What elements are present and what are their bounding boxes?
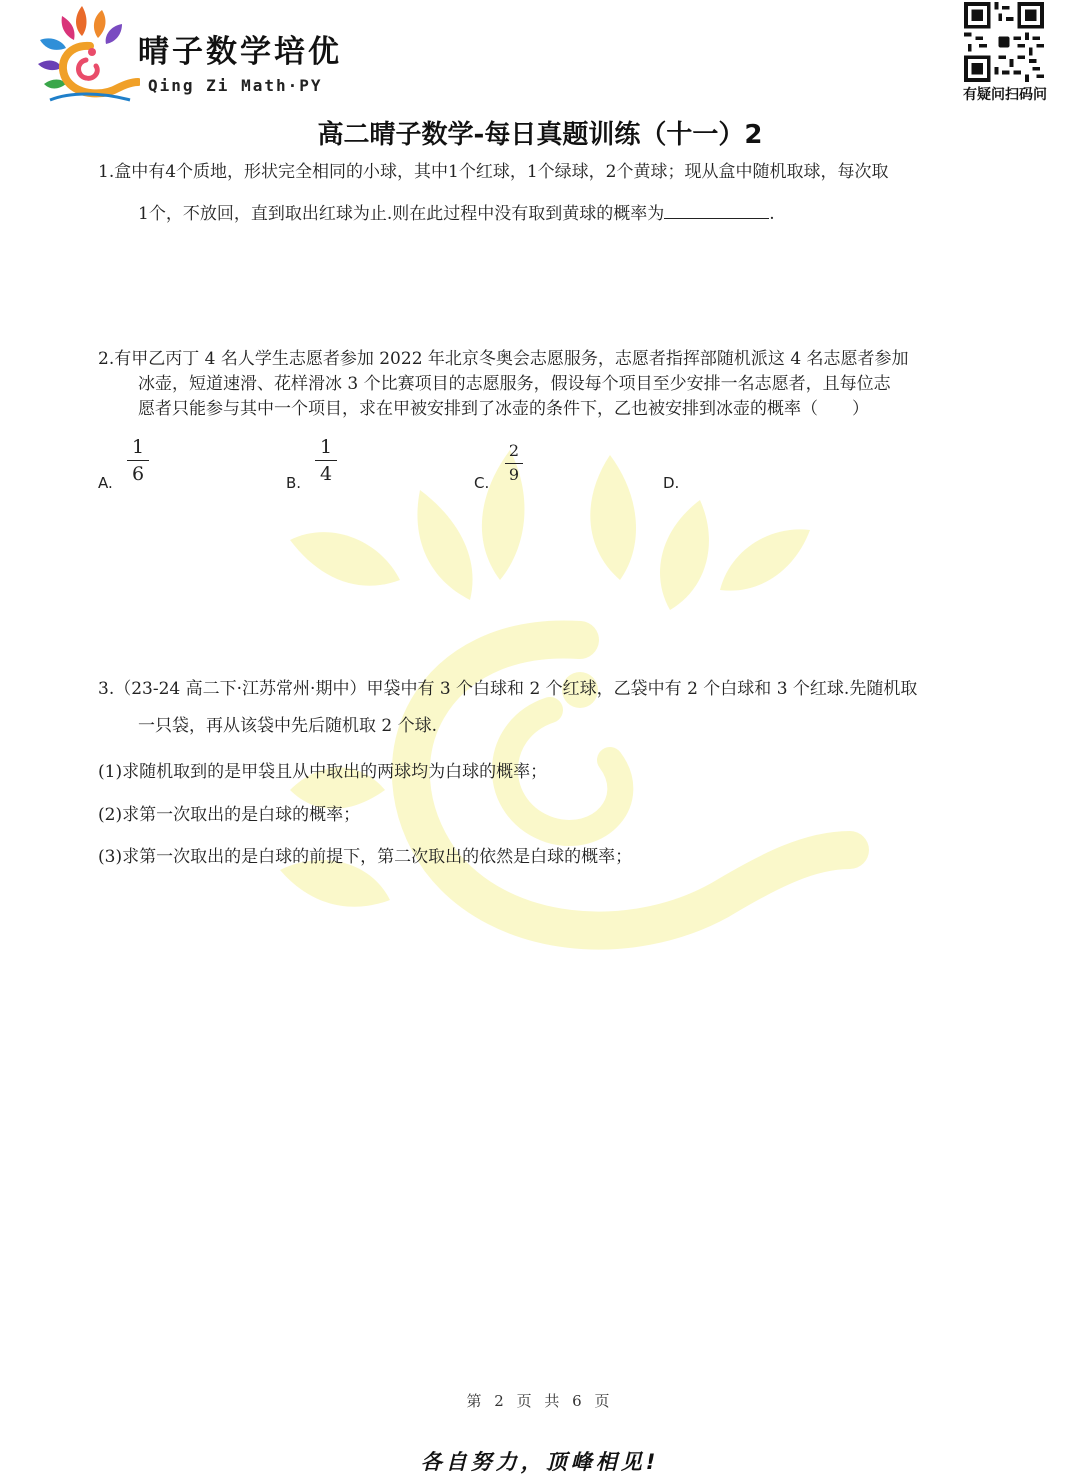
- brand-name-en: Qing Zi Math·PY: [148, 76, 323, 95]
- q2-line2: 冰壶，短道速滑、花样滑冰 3 个比赛项目的志愿服务，假设每个项目至少安排一名志愿者，且每位志: [138, 374, 891, 394]
- option-d-label[interactable]: D.: [663, 474, 680, 492]
- fraction-bar: [315, 460, 337, 461]
- option-c-denominator: 9: [508, 465, 520, 484]
- q3-line2: 一只袋，再从该袋中先后随机取 2 个球.: [138, 716, 438, 736]
- q3-line1: 3.（23-24 高二下·江苏常州·期中）甲袋中有 3 个白球和 2 个红球，乙袋中有 2 个白球和 3 个红球.先随机取: [98, 679, 918, 699]
- page-title: 高二晴子数学-每日真题训练（十一）2: [317, 120, 763, 150]
- q3-sub1: (1)求随机取到的是甲袋且从中取出的两球均为白球的概率；: [98, 762, 548, 782]
- option-a-fraction: [127, 436, 149, 485]
- q3-sub3: (3)求第一次取出的是白球的前提下，第二次取出的依然是白球的概率；: [98, 847, 633, 867]
- q1-line2: [138, 200, 775, 227]
- q1-line1: 1.盒中有4个质地，形状完全相同的小球，其中1个红球，1个绿球，2个黄球；现从盒中随机取球，每次取: [98, 162, 889, 182]
- q1-line2-end: .: [769, 204, 775, 224]
- sun-logo-icon: [30, 0, 140, 110]
- q2-line3: 愿者只能参与其中一个项目，求在甲被安排到了冰壶的条件下，乙也被安排到冰壶的概率（ ）: [138, 399, 869, 419]
- qr-code-icon[interactable]: [963, 2, 1045, 82]
- q2-line1: 2.有甲乙丙丁 4 名人学生志愿者参加 2022 年北京冬奥会志愿服务，志愿者指挥部随机派这 4 名志愿者参加: [98, 349, 909, 369]
- q3-sub2: (2)求第一次取出的是白球的概率；: [98, 805, 361, 825]
- brand-logo: [30, 0, 380, 110]
- option-b-label[interactable]: B.: [286, 474, 302, 492]
- option-a-numerator: 1: [131, 436, 145, 458]
- option-b-denominator: 4: [319, 463, 333, 485]
- option-a-denominator: 6: [131, 463, 145, 485]
- page-number: 第 2 页 共 6 页: [466, 1392, 614, 1410]
- footer-slogan: 各自努力，顶峰相见!: [420, 1450, 660, 1474]
- option-b-fraction: [315, 436, 337, 485]
- fraction-bar: [127, 460, 149, 461]
- qr-caption: 有疑问扫码问: [963, 87, 1047, 103]
- q1-line2-text: 1个，不放回，直到取出红球为止.则在此过程中没有取到黄球的概率为: [138, 204, 665, 224]
- brand-name-cn: 晴子数学培优: [138, 34, 342, 70]
- fraction-bar: [505, 463, 523, 464]
- option-c-numerator: 2: [508, 441, 520, 460]
- option-b-numerator: 1: [319, 436, 333, 458]
- option-a-label[interactable]: A.: [98, 474, 113, 492]
- option-c-label[interactable]: C.: [474, 474, 490, 492]
- option-c-fraction: [505, 441, 523, 484]
- answer-blank[interactable]: [664, 200, 769, 219]
